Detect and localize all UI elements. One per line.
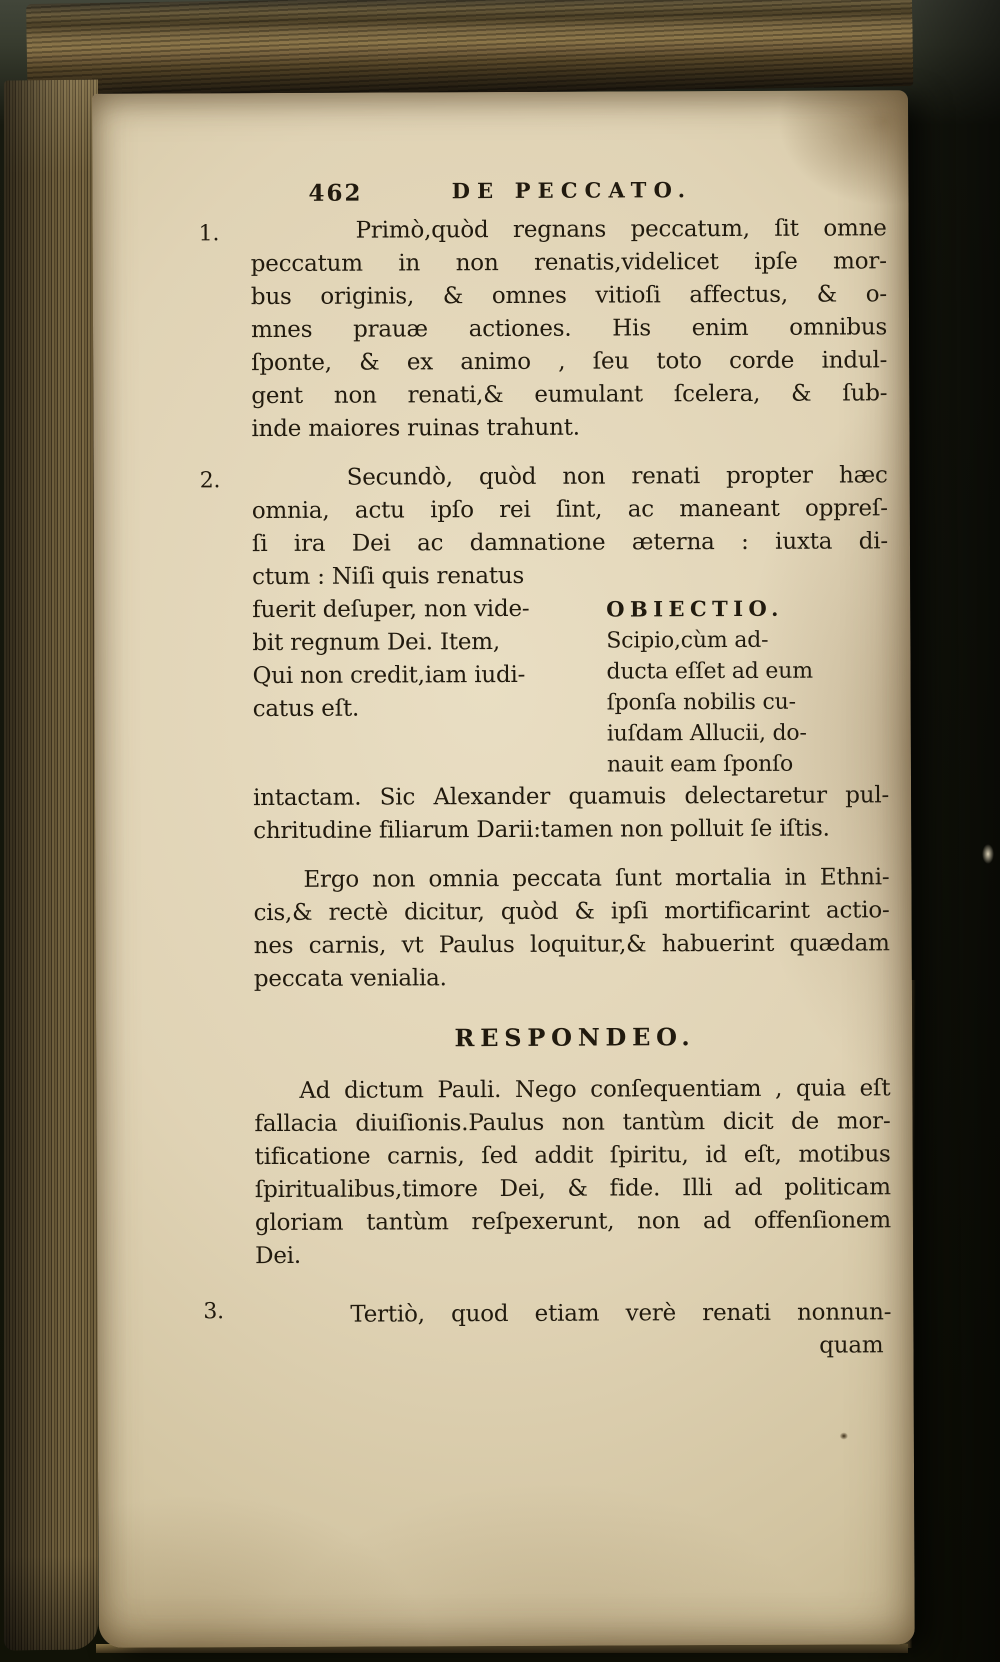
paragraph-respondeo-body: Ad dictum Pauli. Nego conſequentiam , quia eſt fallacia diuiſionis.Paulus non tantùm dicit de mor- tificatione carnis, ſed addit ſpiritu, id eſt, motibus ſpiritualibus,timore Dei, & fide. Illi ad politicam gloriam tantùm reſpexerunt, non ad offenſionem [254, 1075, 891, 1237]
paragraph-ergo-lastline: peccata venialia. [253, 965, 447, 993]
paragraph-tertio [203, 1296, 892, 1365]
paragraph-primo-lastline: inde maiores ruinas trahunt. [251, 414, 580, 443]
paragraph-ergo [253, 861, 890, 996]
cut-in-note-row [252, 558, 889, 782]
page-number: 462 [308, 179, 363, 207]
margin-number-3: 3. [203, 1299, 224, 1325]
objection-note-text: Scipio,cùm ad- ducta eſſet ad eum ſponſa nobilis cu- iuſdam Allucii, do- nauit eam ſponſo [606, 627, 813, 778]
edge-speck [982, 844, 994, 864]
respondeo-heading: RESPONDEO. [454, 1022, 696, 1053]
paragraph-secundo [199, 459, 890, 848]
paragraph-secundo-lastline: chritudine filiarum Darii:tamen non polluit ſe iſtis. [253, 815, 830, 845]
page-text [92, 90, 914, 1366]
book-page [92, 90, 915, 1648]
catchword: quam [819, 1332, 884, 1359]
running-title: DE PECCATO. [451, 177, 693, 204]
book-left-page-edges [4, 80, 98, 1651]
paragraph-primo-body: Primò,quòd regnans peccatum, ſit omne peccatum in non renatis,videlicet ipſe mor- bus originis, & omnes vitioſi affectus, & o- mnes prauæ actiones. His enim omnibus ſponte, & ex animo , ſeu toto corde indul- gent non renati,& eumulant ſcelera, & ſub- [250, 215, 888, 410]
book-top-page-edges [26, 0, 913, 100]
paragraph-secundo-left-column: ctum : Niſi quis renatus fuerit deſuper, non vide- bit regnum Dei. Item, Qui non credit,iam iudi- catus eſt. [252, 562, 530, 723]
ink-spot [840, 1432, 848, 1439]
margin-number-1: 1. [198, 221, 220, 247]
paragraph-respondeo [254, 1072, 891, 1273]
objection-heading: OBIECTIO. [606, 595, 784, 622]
page-header [250, 172, 886, 211]
paragraph-tertio-line: Tertiò, quod etiam verè renati nonnun- [350, 1299, 892, 1328]
paragraph-secundo-intro: Secundò, quòd non renati propter hæc omnia, actu ipſo rei ſint, ac maneant oppreſ- ſi ira Dei ac damnatione æterna : iuxta di- [251, 462, 889, 558]
paragraph-ergo-body: Ergo non omnia peccata ſunt mortalia in Ethni- cis,& rectè dicitur, quòd & ipſi mortificarint actio- nes carnis, vt Paulus loquitur,& habuerint quædam [253, 864, 890, 960]
paragraph-primo [198, 212, 888, 446]
paragraph-respondeo-lastline: Dei. [255, 1242, 302, 1270]
paragraph-secundo-continuation: intactam. Sic Alexander quamuis delectaretur pul- [253, 782, 890, 812]
margin-number-2: 2. [199, 468, 221, 494]
marginal-objection-note [606, 558, 889, 780]
